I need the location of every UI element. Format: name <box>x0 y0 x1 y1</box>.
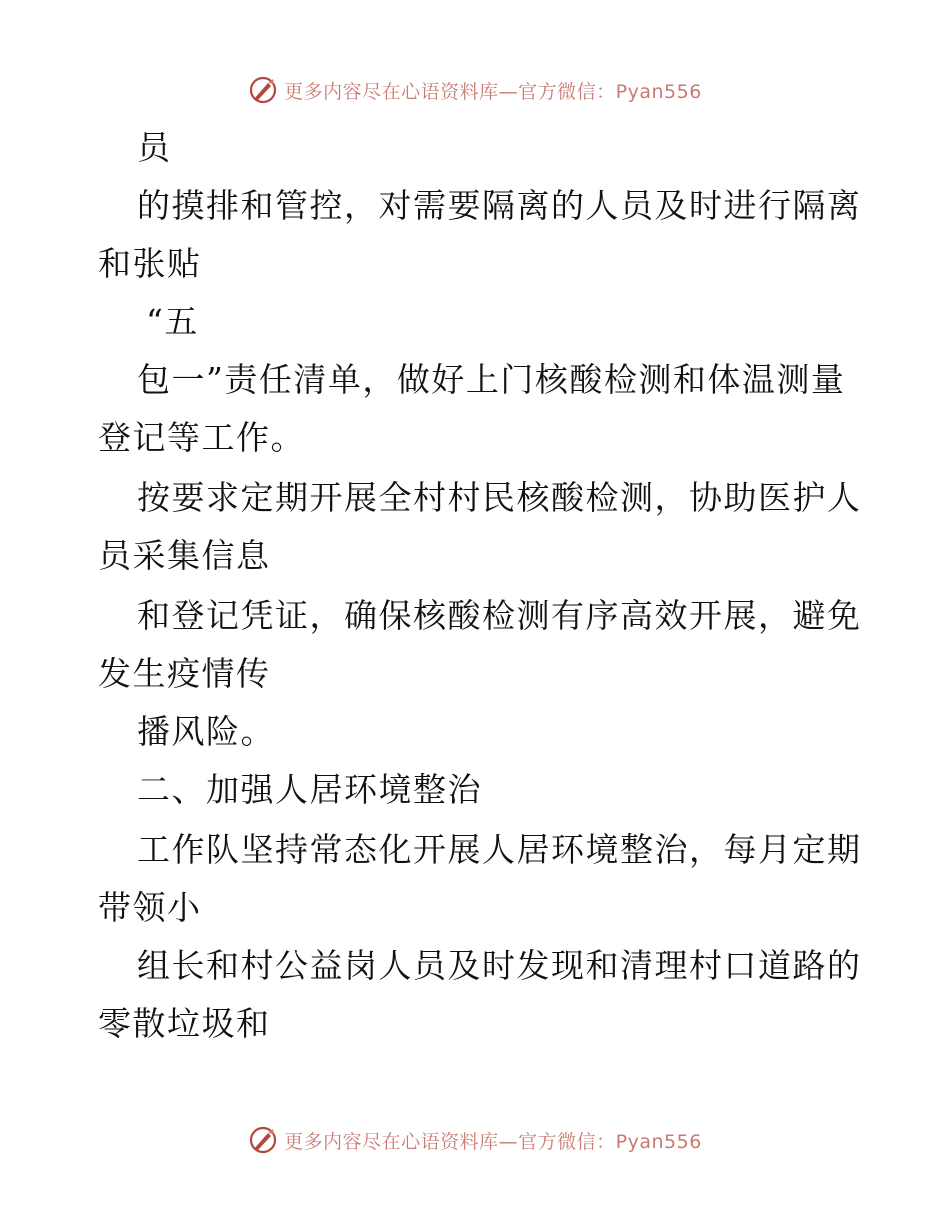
text-line: 组长和村公益岗人员及时发现和清理村口道路的 <box>137 946 862 985</box>
header-banner <box>0 70 950 110</box>
text-line: 的摸排和管控，对需要隔离的人员及时进行隔离 <box>137 186 862 225</box>
banner-text: 更多内容尽在心语资料库—官方微信：Pyan556 <box>284 1130 702 1153</box>
text-line: 和登记凭证，确保核酸检测有序高效开展，避免 <box>137 596 862 635</box>
text-line: 包一”责任清单，做好上门核酸检测和体温测量 <box>137 360 846 399</box>
text-line: 发生疫情传 <box>98 654 271 693</box>
text-line: 零散垃圾和 <box>98 1004 271 1043</box>
text-line: 按要求定期开展全村村民核酸检测，协助医护人 <box>137 478 862 517</box>
footer-banner <box>0 1120 950 1160</box>
text-line: 和张贴 <box>98 244 202 283</box>
text-line: 员 <box>137 128 172 167</box>
quill-pen-logo-icon <box>248 1125 278 1155</box>
quill-pen-logo-icon <box>248 75 278 105</box>
section-heading: 二、加强人居环境整治 <box>137 770 482 809</box>
text-line: 带领小 <box>98 888 202 927</box>
text-line: “五 <box>146 302 199 341</box>
text-line: 登记等工作。 <box>98 418 305 457</box>
text-line: 员采集信息 <box>98 536 271 575</box>
text-line: 播风险。 <box>137 712 275 751</box>
text-line: 工作队坚持常态化开展人居环境整治，每月定期 <box>137 830 862 869</box>
banner-text: 更多内容尽在心语资料库—官方微信：Pyan556 <box>284 80 702 103</box>
